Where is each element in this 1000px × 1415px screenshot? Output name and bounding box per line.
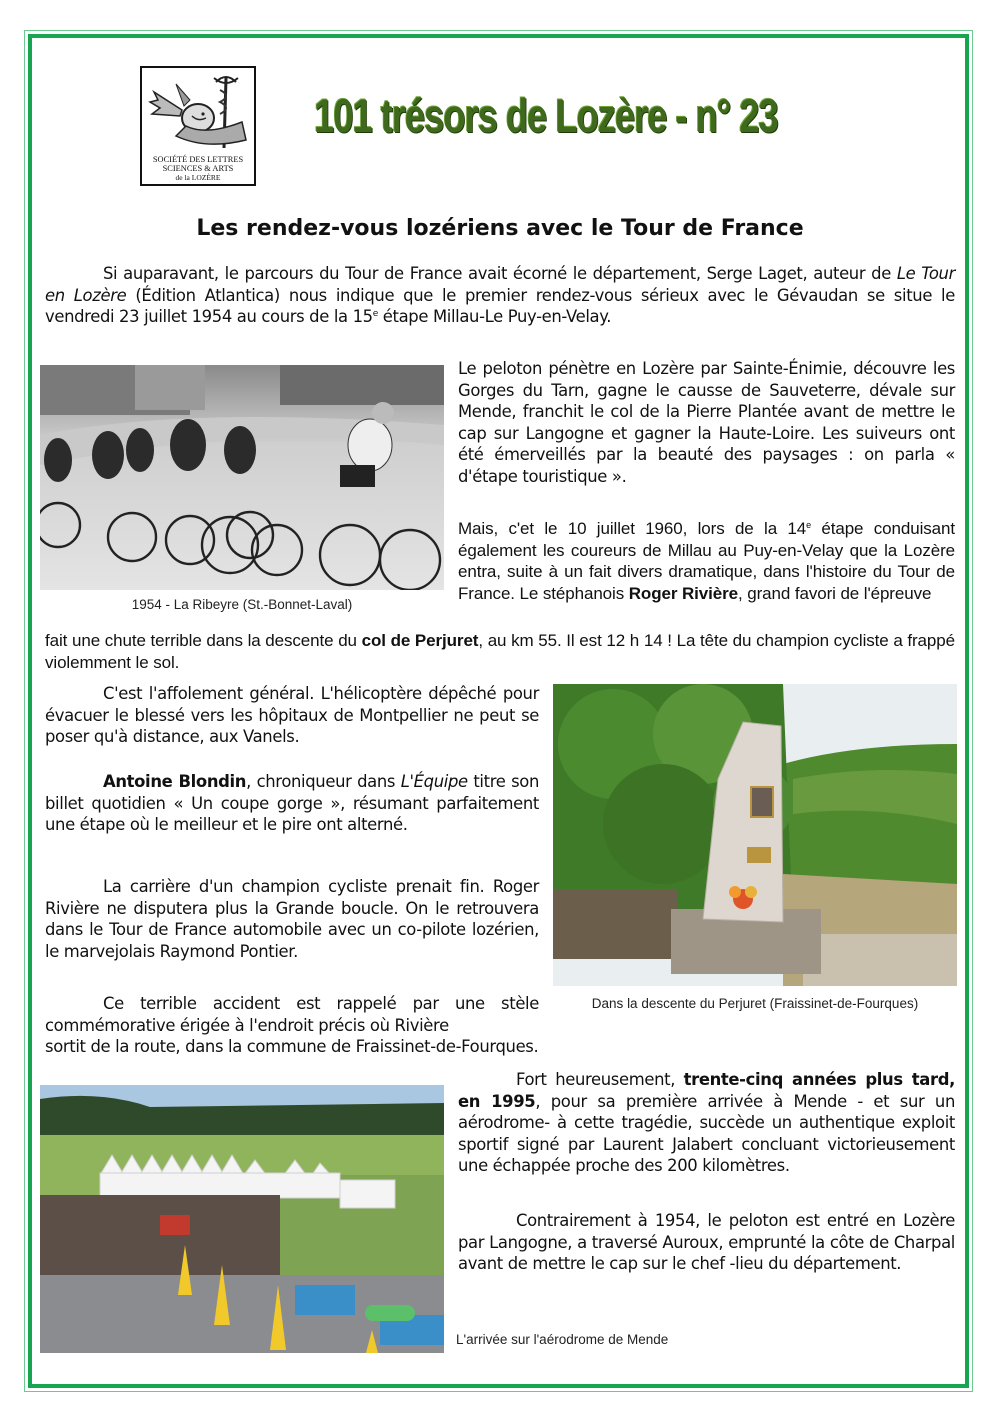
place-col-de-perjuret: col de Perjuret (361, 631, 479, 650)
paragraph-career-end: La carrière d'un champion cycliste prenait fin. Roger Rivière ne disputera plus la Grande boucle. On le retrouvera dans le Tour de France automobile avec un co-pilote lozérien, le marvejolais Raymond Pontier. (45, 877, 539, 961)
logo-line-3: de la LOZÈRE (175, 173, 221, 182)
paragraph-memorial-end: sortit de la route, dans la commune de Fraissinet-de-Fourques. (45, 1037, 539, 1056)
caption-photo-perjuret: Dans la descente du Perjuret (Fraissinet-de-Fourques) (591, 996, 919, 1011)
society-logo (140, 66, 256, 186)
aerodrome-photo-illustration (40, 1085, 444, 1353)
hermes-icon (146, 70, 252, 150)
text: Mais, c'et le 10 juillet 1960, lors de la 14 (458, 519, 807, 538)
superscript: e (806, 520, 812, 530)
logo-line-1: SOCIÉTÉ DES LETTRES (152, 155, 244, 164)
article-headline: Les rendez-vous lozériens avec le Tour de France (196, 216, 804, 241)
text: titre son billet quotidien « Un coupe gorge », résumant parfaitement une étape où le meilleur et le pire ont alterné. (45, 772, 539, 835)
bold-1995: trente-cinq années plus tard, en 1995 (458, 1070, 955, 1111)
logo-caption (142, 155, 254, 182)
photo-memorial-stele (553, 684, 957, 986)
text: fait une chute terrible dans la descente du (45, 631, 362, 650)
paragraph-1995-route: Contrairement à 1954, le peloton est entré en Lozère par Langogne, a traversé Auroux, emprunté la côte de Charpal avant de mettre le cap sur le chef -lieu du département. (458, 1211, 955, 1274)
text: , pour sa première arrivée à Mende - et sur un aérodrome- à cette tragédie, succède un authentique exploit sportif signé par Laurent Jalabert concluant victorieusement une échappée proche des 200 kilomètres. (458, 1091, 955, 1176)
paragraph-1954-route: Le peloton pénètre en Lozère par Sainte-Énimie, découvre les Gorges du Tarn, gagne le causse de Sauveterre, dévale sur Mende, franchit le col de la Pierre Plantée avant de mettre le cap sur Langogne et gagner la Haute-Loire. Les suiveurs ont été émerveillés par la beauté des paysages : on parla « d'étape touristique ». (458, 359, 955, 486)
paragraph-1960-crash (45, 630, 955, 673)
photo-cyclists-1954 (40, 365, 444, 590)
cyclists-photo-illustration (40, 365, 444, 590)
paragraph-helicopter: C'est l'affolement général. L'hélicoptère dépêché pour évacuer le blessé vers les hôpitaux de Montpellier ne peut se poser qu'à distance, aux Vanels. (45, 684, 539, 747)
text: , au km 55. Il est 12 h 14 ! La tête du champion cycliste a frappé violemment le sol. (45, 631, 955, 672)
newspaper-title: L'Équipe (400, 772, 468, 791)
name-roger-riviere: Roger Rivière (628, 583, 738, 603)
text: étape Millau-Le Puy-en-Velay. (377, 307, 612, 327)
caption-photo-aerodrome: L'arrivée sur l'aérodrome de Mende (456, 1332, 669, 1347)
stele-photo-illustration (553, 684, 957, 986)
paragraph-memorial: Ce terrible accident est rappelé par une stèle commémorative érigée à l'endroit précis où Rivière (45, 994, 539, 1035)
text: Si auparavant, le parcours du Tour de France avait écorné le département, Serge Laget, auteur de (103, 264, 897, 283)
paragraph-intro (45, 263, 955, 328)
text: , chroniqueur dans (246, 772, 401, 791)
name-antoine-blondin: Antoine Blondin (103, 772, 247, 791)
paragraph-blondin (45, 771, 539, 836)
issue-title: 101 trésors de Lozère - n° 23 (314, 89, 778, 142)
text: (Édition Atlantica) nous indique que le premier rendez-vous sérieux avec le Gévaudan se situe le vendredi 23 juillet 1954 au cours de la 15 (45, 285, 955, 327)
logo-line-2: SCIENCES & ARTS (162, 164, 234, 173)
photo-aerodrome-arrival (40, 1085, 444, 1353)
superscript: e (372, 309, 378, 320)
book-title: Le Tour en Lozère (45, 264, 955, 305)
paragraph-1995-jalabert (458, 1069, 955, 1177)
paragraph-1960-stage (458, 518, 955, 604)
text: étape conduisant également les coureurs de Millau au Puy-en-Velay que la Lozère entra, suite à un fait divers dramatique, dans l'histoire du Tour de France. Le stéphanois (458, 519, 955, 603)
text: , grand favori de l'épreuve (738, 583, 932, 603)
text: Fort heureusement, (516, 1070, 684, 1089)
caption-photo-1954: 1954 - La Ribeyre (St.-Bonnet-Laval) (131, 597, 353, 612)
